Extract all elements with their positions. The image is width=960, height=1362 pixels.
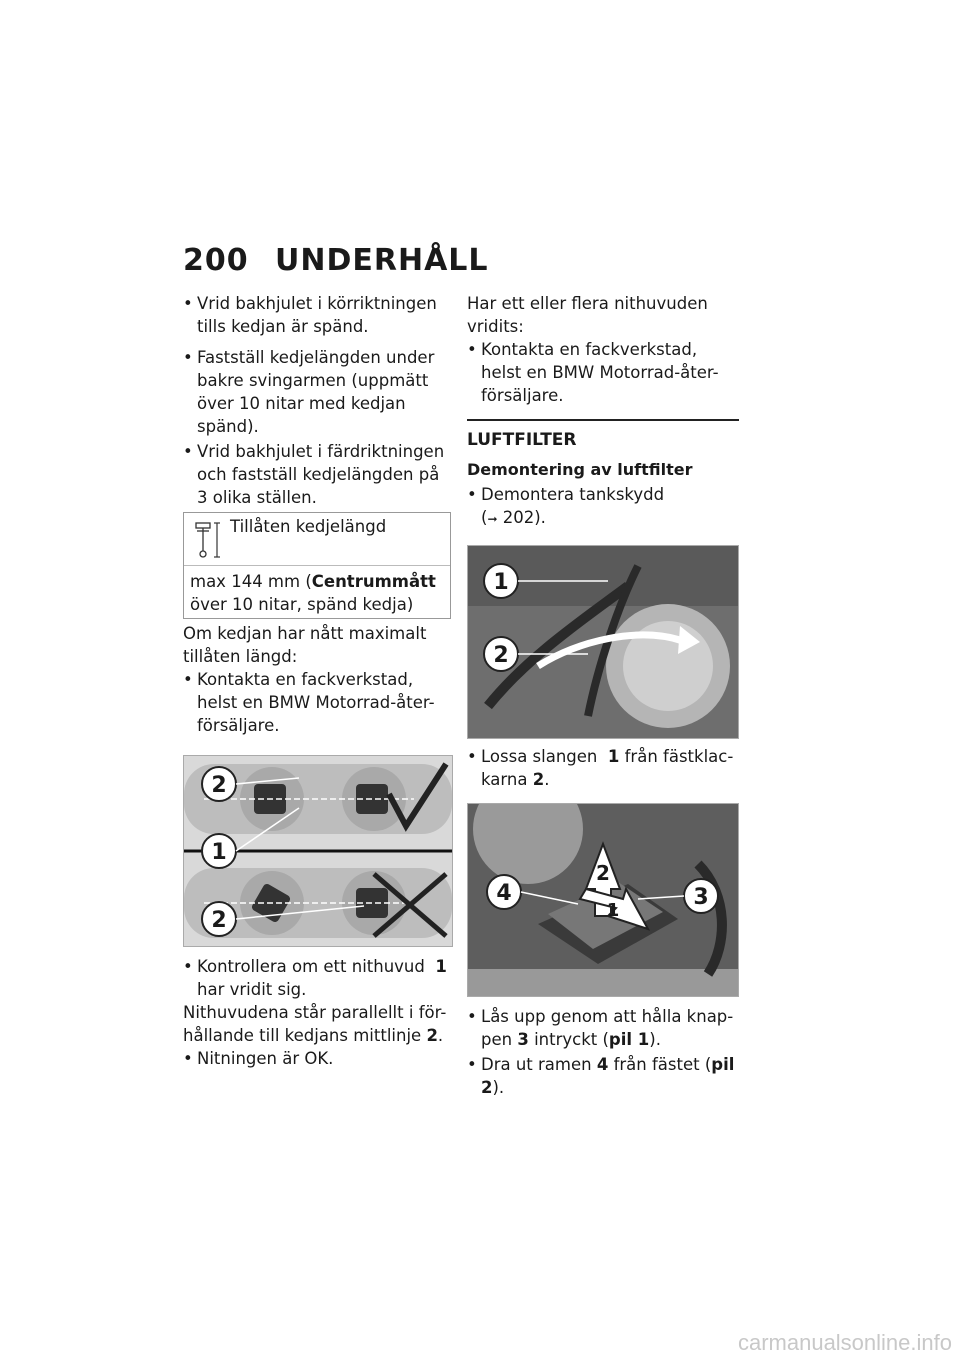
label-2: 2 [493, 643, 509, 668]
step-rotate-forward: • Vrid bakhjulet i körriktningen tills kedjan är spänd. [183, 292, 451, 338]
step-check-rivet: • Kontrollera om ett nithuvud 1 har vridit sig. [183, 955, 451, 1001]
page-header [183, 243, 489, 278]
subsection-title: Demontering av luftfilter [467, 460, 693, 479]
label-1: 1 [493, 570, 509, 595]
label-2a: 2 [211, 773, 227, 798]
page-ref-arrow-icon: ➞ [487, 512, 498, 526]
arrow-label-2: 2 [596, 861, 610, 885]
rivet-parallel-note: Nithuvudena står parallellt i för- hållande till kedjans mittlinje 2. [183, 1003, 447, 1045]
label-1: 1 [211, 840, 227, 865]
label-3: 3 [693, 885, 709, 910]
arrow-label-1: 1 [606, 900, 620, 921]
max-length-note: Om kedjan har nått maximalt tillåten längd: [183, 624, 427, 666]
step-rotate-travel: • Vrid bakhjulet i färdriktningen och fastställ kedjelängden på 3 olika ställen. [183, 440, 451, 509]
caliper-icon [184, 513, 230, 565]
spec-title: Tillåten kedjelängd [230, 517, 387, 536]
step-remove-tank-cover: • Demontera tankskydd (➞ 202). [467, 483, 739, 531]
hose-figure [467, 545, 739, 739]
watermark: carmanualsonline.info [737, 1330, 952, 1355]
step-contact-workshop: • Kontakta en fackverkstad, helst en BMW Motorrad-åter- försäljare. [183, 668, 451, 737]
chain-rivet-figure [183, 755, 453, 947]
step-rivet-ok: • Nitningen är OK. [183, 1047, 451, 1070]
page-title: UNDERHÅLL [275, 243, 489, 278]
section-title: LUFTFILTER [467, 430, 577, 450]
frame-figure [467, 803, 739, 997]
label-2b: 2 [211, 908, 227, 933]
right-column [467, 292, 739, 1099]
label-4: 4 [496, 881, 512, 906]
spec-value: max 144 mm (Centrummått över 10 nitar, spänd kedja) [190, 572, 436, 614]
step-contact-workshop-2: • Kontakta en fackverkstad, helst en BMW Motorrad-åter- försäljare. [467, 338, 739, 407]
step-loosen-hose: • Lossa slangen 1 från fästklac- karna 2. [467, 745, 739, 791]
section-divider [467, 419, 739, 421]
step-measure-length: • Fastställ kedjelängden under bakre svingarmen (uppmätt över 10 nitar med kedjan spänd). [183, 346, 451, 438]
spec-box [183, 512, 451, 619]
rotated-rivets-note: Har ett eller flera nithuvuden vridits: [467, 294, 708, 336]
step-unlock-button: • Lås upp genom att hålla knap- pen 3 intryckt (pil 1). [467, 1005, 739, 1051]
page-number: 200 [183, 243, 249, 278]
step-pull-frame: • Dra ut ramen 4 från fästet (pil 2). [467, 1053, 739, 1099]
left-column [183, 292, 451, 1070]
